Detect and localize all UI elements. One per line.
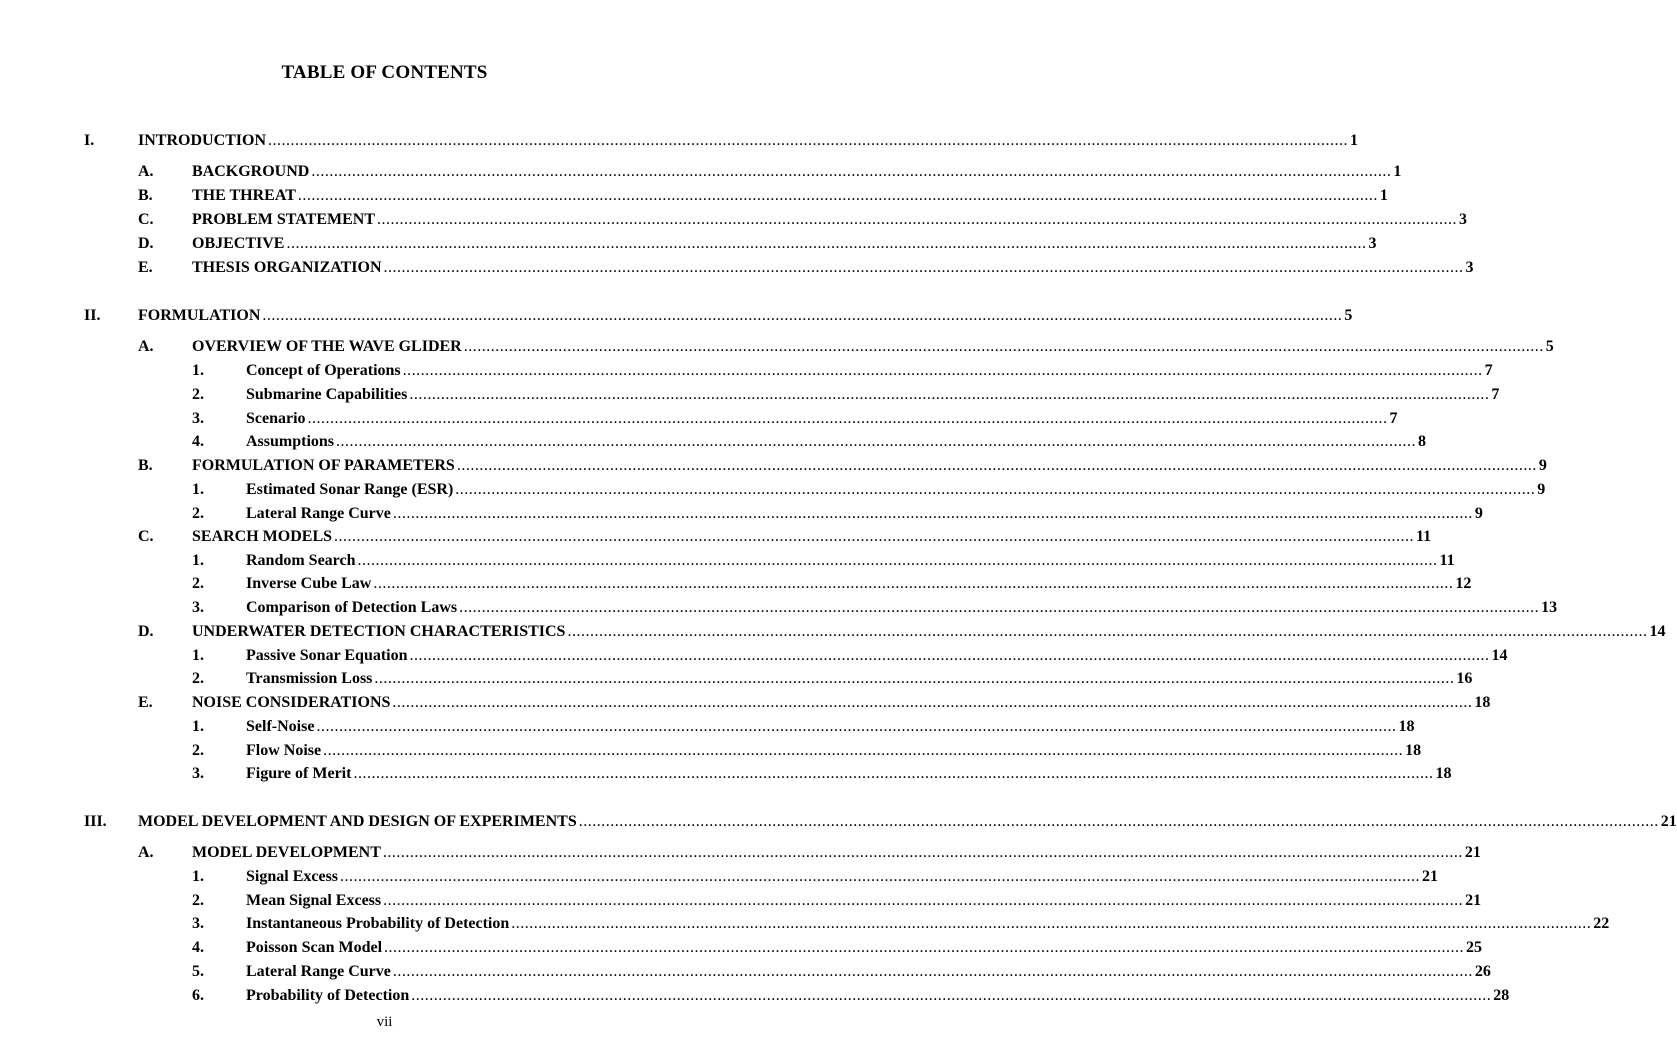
toc-entry-level-2[interactable] [0,161,1402,183]
toc-entry-number: 2. [192,742,204,759]
toc-entry-title: MODEL DEVELOPMENT [192,844,381,861]
toc-entry-page: 5 [1545,338,1554,355]
toc-entry-level-3[interactable] [0,408,1398,430]
toc-entry-number: 1. [192,868,204,885]
dot-leader: ................................................................................................................................................................................................................................................ [402,362,1483,379]
toc-entry-title: Poisson Scan Model [246,939,383,956]
toc-entry-title: Comparison of Detection Laws [246,599,458,616]
toc-entry-level-1[interactable] [0,130,1359,152]
toc-entry-title: Scenario [246,410,306,427]
toc-entry-number: 2. [192,386,204,403]
toc-entry-title: PROBLEM STATEMENT [192,211,375,228]
dot-leader: ................................................................................................................................................................................................................................................ [376,211,1457,228]
dot-leader: ................................................................................................................................................................................................................................................ [316,718,1397,735]
toc-entry-page: 28 [1493,987,1510,1004]
toc-entry-number: 1. [192,718,204,735]
dot-leader: ................................................................................................................................................................................................................................................ [409,647,1490,664]
dot-leader: ................................................................................................................................................................................................................................................ [383,259,1464,276]
toc-entry-number: 5. [192,963,204,980]
toc-entry-level-2[interactable] [0,233,1377,255]
toc-entry-title: Submarine Capabilities [246,386,408,403]
dot-leader: ................................................................................................................................................................................................................................................ [268,132,1349,149]
toc-entry-page: 21 [1465,892,1482,909]
toc-entry-level-3[interactable] [0,716,1415,738]
toc-entry-title: Figure of Merit [246,765,352,782]
toc-entry-number: A. [138,844,154,861]
toc-entry-title: SEARCH MODELS [192,528,333,545]
toc-entry-page: 7 [1484,362,1493,379]
toc-entry-level-3[interactable] [0,384,1500,406]
toc-entry-level-3[interactable] [0,763,1452,785]
toc-entry-title: Random Search [246,552,356,569]
toc-entry-page: 18 [1435,765,1452,782]
toc-entry-number: C. [138,528,154,545]
toc-entry-page: 11 [1439,552,1455,569]
dot-leader: ................................................................................................................................................................................................................................................ [373,575,1454,592]
dot-leader: ................................................................................................................................................................................................................................................ [459,599,1540,616]
toc-entry-title: Assumptions [246,433,335,450]
toc-entry-page: 1 [1393,163,1402,180]
toc-entry-page: 18 [1474,694,1491,711]
toc-entry-number: 3. [192,410,204,427]
toc-entry-title: Lateral Range Curve [246,505,391,522]
toc-entry-page: 1 [1379,187,1388,204]
dot-leader: ................................................................................................................................................................................................................................................ [392,694,1473,711]
toc-entry-level-3[interactable] [0,890,1482,912]
toc-entry-number: 4. [192,433,204,450]
toc-entry-page: 3 [1458,211,1467,228]
toc-entry-page: 21 [1422,868,1439,885]
toc-entry-title: NOISE CONSIDERATIONS [192,694,391,711]
dot-leader: ................................................................................................................................................................................................................................................ [262,307,1343,324]
toc-entry-title: Lateral Range Curve [246,963,391,980]
toc-entry-title: Inverse Cube Law [246,575,372,592]
dot-leader: ................................................................................................................................................................................................................................................ [383,892,1464,909]
toc-entry-title: INTRODUCTION [138,132,267,149]
toc-entry-page: 26 [1474,963,1491,980]
dot-leader: ................................................................................................................................................................................................................................................ [411,987,1492,1004]
toc-entry-level-1[interactable] [0,811,1677,833]
toc-entry-level-3[interactable] [0,866,1439,888]
toc-entry-number: III. [84,813,107,830]
dot-leader: ................................................................................................................................................................................................................................................ [374,670,1455,687]
toc-entry-title: Estimated Sonar Range (ESR) [246,481,454,498]
toc-entry-page: 8 [1418,433,1427,450]
dot-leader: ................................................................................................................................................................................................................................................ [384,939,1465,956]
toc-entry-title: THE THREAT [192,187,296,204]
toc-entry-level-2[interactable] [0,209,1467,231]
toc-entry-page: 11 [1416,528,1432,545]
toc-entry-level-2[interactable] [0,336,1554,358]
toc-entry-level-3[interactable] [0,360,1493,382]
toc-entry-title: UNDERWATER DETECTION CHARACTERISTICS [192,623,566,640]
toc-entry-number: 3. [192,599,204,616]
toc-entry-level-3[interactable] [0,645,1508,667]
dot-leader: ................................................................................................................................................................................................................................................ [353,765,1434,782]
dot-leader: ................................................................................................................................................................................................................................................ [392,963,1473,980]
toc-entry-page: 21 [1464,844,1481,861]
toc-entry-title: MODEL DEVELOPMENT AND DESIGN OF EXPERIMENTS [138,813,577,830]
toc-entry-level-1[interactable] [0,305,1353,327]
toc-entry-title: Passive Sonar Equation [246,647,408,664]
toc-entry-level-3[interactable] [0,937,1483,959]
toc-entry-title: OVERVIEW OF THE WAVE GLIDER [192,338,462,355]
toc-entry-title: FORMULATION [138,307,261,324]
toc-entry-number: 1. [192,552,204,569]
toc-entry-level-3[interactable] [0,740,1422,762]
toc-entry-title: Transmission Loss [246,670,373,687]
toc-entry-page: 18 [1398,718,1415,735]
toc-entry-level-3[interactable] [0,668,1473,690]
toc-entry-number: I. [84,132,95,149]
toc-entry-number: 2. [192,575,204,592]
toc-entry-title: Mean Signal Excess [246,892,382,909]
toc-entry-level-2[interactable] [0,621,1666,643]
toc-entry-level-2[interactable] [0,526,1432,548]
toc-entry-title: FORMULATION OF PARAMETERS [192,457,455,474]
toc-entry-title: Signal Excess [246,868,339,885]
toc-entry-page: 21 [1660,813,1677,830]
toc-entry-page: 18 [1405,742,1422,759]
dot-leader: ................................................................................................................................................................................................................................................ [340,868,1421,885]
toc-entry-title: Self-Noise [246,718,315,735]
dot-leader: ................................................................................................................................................................................................................................................ [567,623,1648,640]
toc-entry-title: Concept of Operations [246,362,401,379]
dot-leader: ................................................................................................................................................................................................................................................ [456,457,1537,474]
dot-leader: ................................................................................................................................................................................................................................................ [511,915,1592,932]
toc-entry-number: 3. [192,765,204,782]
toc-entry-level-3[interactable] [0,985,1510,1007]
dot-leader: ................................................................................................................................................................................................................................................ [382,844,1463,861]
toc-entry-level-3[interactable] [0,503,1483,525]
toc-entry-number: 1. [192,647,204,664]
toc-entry-level-3[interactable] [0,573,1472,595]
toc-entry-title: Flow Noise [246,742,322,759]
toc-entry-page: 9 [1474,505,1483,522]
toc-entry-level-3[interactable] [0,550,1455,572]
dot-leader: ................................................................................................................................................................................................................................................ [336,433,1417,450]
toc-entry-number: 2. [192,505,204,522]
toc-entry-page: 3 [1465,259,1474,276]
toc-entry-number: 1. [192,481,204,498]
dot-leader: ................................................................................................................................................................................................................................................ [323,742,1404,759]
toc-entry-title: Instantaneous Probability of Detection [246,915,510,932]
toc-title: TABLE OF CONTENTS [281,62,488,83]
toc-entry-level-2[interactable] [0,842,1481,864]
toc-entry-number: D. [138,623,154,640]
toc-entry-number: B. [138,457,153,474]
toc-entry-level-2[interactable] [0,257,1474,279]
toc-entry-page: 1 [1350,132,1359,149]
dot-leader: ................................................................................................................................................................................................................................................ [455,481,1536,498]
toc-entry-number: C. [138,211,154,228]
toc-entry-level-3[interactable] [0,479,1546,501]
toc-entry-number: B. [138,187,153,204]
page-number: vii [376,1014,393,1030]
dot-leader: ................................................................................................................................................................................................................................................ [307,410,1388,427]
toc-entry-number: II. [84,307,101,324]
toc-entry-number: 2. [192,670,204,687]
dot-leader: ................................................................................................................................................................................................................................................ [311,163,1392,180]
toc-entry-number: 3. [192,915,204,932]
toc-entry-level-3[interactable] [0,597,1558,619]
toc-entry-level-2[interactable] [0,692,1491,714]
dot-leader: ................................................................................................................................................................................................................................................ [286,235,1367,252]
toc-entry-page: 22 [1593,915,1610,932]
toc-entry-page: 7 [1389,410,1398,427]
toc-entry-title: Probability of Detection [246,987,410,1004]
toc-entry-page: 3 [1368,235,1377,252]
dot-leader: ................................................................................................................................................................................................................................................ [463,338,1544,355]
toc-entry-level-2[interactable] [0,185,1388,207]
dot-leader: ................................................................................................................................................................................................................................................ [578,813,1659,830]
toc-entry-page: 7 [1491,386,1500,403]
toc-entry-number: E. [138,694,153,711]
toc-entry-page: 12 [1455,575,1472,592]
toc-entry-title: BACKGROUND [192,163,310,180]
toc-entry-page: 14 [1491,647,1508,664]
toc-entry-page: 5 [1344,307,1353,324]
toc-entry-level-3[interactable] [0,913,1610,935]
toc-entry-number: A. [138,338,154,355]
toc-entry-page: 25 [1466,939,1483,956]
toc-entry-title: OBJECTIVE [192,235,285,252]
toc-entry-number: 4. [192,939,204,956]
toc-entry-level-3[interactable] [0,961,1491,983]
dot-leader: ................................................................................................................................................................................................................................................ [392,505,1473,522]
toc-entry-number: A. [138,163,154,180]
toc-entry-number: E. [138,259,153,276]
toc-entry-level-2[interactable] [0,455,1547,477]
toc-entry-title: THESIS ORGANIZATION [192,259,382,276]
dot-leader: ................................................................................................................................................................................................................................................ [297,187,1378,204]
toc-entry-page: 14 [1649,623,1666,640]
toc-entry-page: 16 [1456,670,1473,687]
toc-entry-page: 9 [1537,481,1546,498]
dot-leader: ................................................................................................................................................................................................................................................ [409,386,1490,403]
toc-entry-page: 9 [1538,457,1547,474]
toc-entry-number: 1. [192,362,204,379]
toc-entry-number: 2. [192,892,204,909]
toc-entry-number: 6. [192,987,204,1004]
toc-entry-page: 13 [1541,599,1558,616]
toc-entry-number: D. [138,235,154,252]
dot-leader: ................................................................................................................................................................................................................................................ [357,552,1438,569]
dot-leader: ................................................................................................................................................................................................................................................ [334,528,1415,545]
toc-entry-level-3[interactable] [0,431,1427,453]
